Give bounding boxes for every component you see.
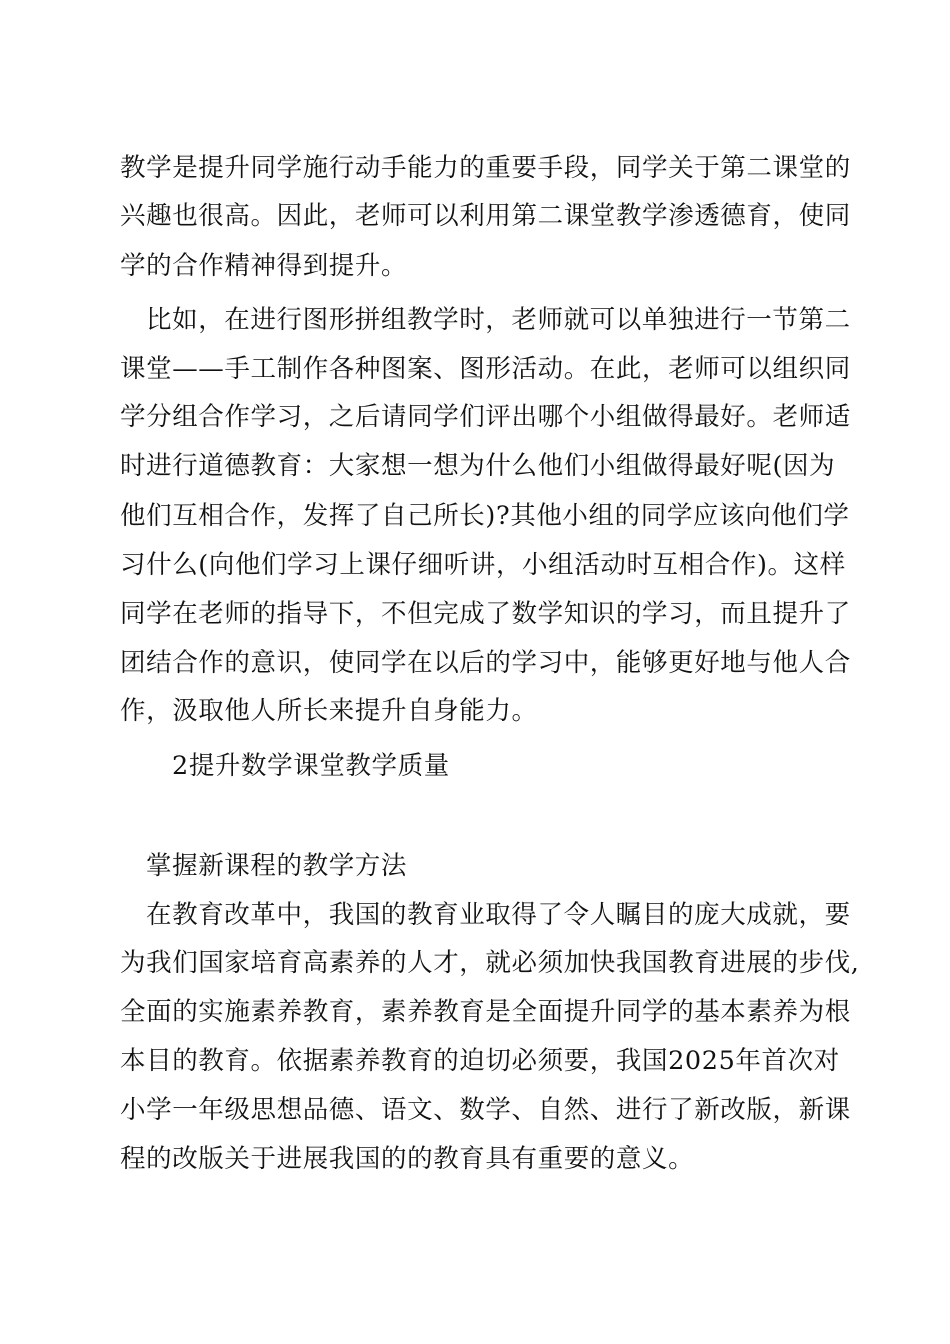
paragraph-line: 时进行道德教育：大家想一想为什么他们小组做得最好呢(因为 bbox=[120, 451, 836, 481]
paragraph-line: 他们互相合作，发挥了自己所长)?其他小组的同学应该向他们学 bbox=[120, 501, 850, 531]
paragraph-line: 课堂——手工制作各种图案、图形活动。在此，老师可以组织同 bbox=[120, 354, 851, 384]
paragraph-line: 同学在老师的指导下，不但完成了数学知识的学习，而且提升了 bbox=[120, 599, 851, 629]
paragraph-line: 全面的实施素养教育，素养教育是全面提升同学的基本素养为根 bbox=[120, 997, 851, 1027]
paragraph-line: 习什么(向他们学习上课仔细听讲，小组活动时互相合作)。这样 bbox=[120, 550, 846, 580]
paragraph-line: 学的合作精神得到提升。 bbox=[120, 251, 408, 281]
paragraph-line: 为我们国家培育高素养的人才，就必须加快我国教育进展的步伐, bbox=[120, 948, 860, 978]
subsection-heading: 掌握新课程的教学方法 bbox=[146, 851, 408, 881]
paragraph-line: 教学是提升同学施行动手能力的重要手段，同学关于第二课堂的 bbox=[120, 153, 851, 183]
paragraph-line: 作，汲取他人所长来提升自身能力。 bbox=[120, 696, 538, 726]
paragraph-line: 小学一年级思想品德、语文、数学、自然、进行了新改版，新课 bbox=[120, 1095, 851, 1125]
paragraph-line: 学分组合作学习，之后请同学们评出哪个小组做得最好。老师适 bbox=[120, 402, 851, 432]
paragraph-line: 本目的教育。依据素养教育的迫切必须要，我国2025年首次对 bbox=[120, 1046, 840, 1076]
paragraph-line: 程的改版关于进展我国的的教育具有重要的意义。 bbox=[120, 1144, 695, 1174]
paragraph-line: 团结合作的意识，使同学在以后的学习中，能够更好地与他人合 bbox=[120, 648, 851, 678]
section-heading: 2提升数学课堂教学质量 bbox=[172, 751, 450, 781]
paragraph-line: 比如，在进行图形拼组教学时，老师就可以单独进行一节第二 bbox=[146, 305, 851, 335]
paragraph-line: 在教育改革中，我国的教育业取得了令人瞩目的庞大成就，要 bbox=[146, 900, 851, 930]
paragraph-line: 兴趣也很高。因此，老师可以利用第二课堂教学渗透德育，使同 bbox=[120, 201, 851, 231]
